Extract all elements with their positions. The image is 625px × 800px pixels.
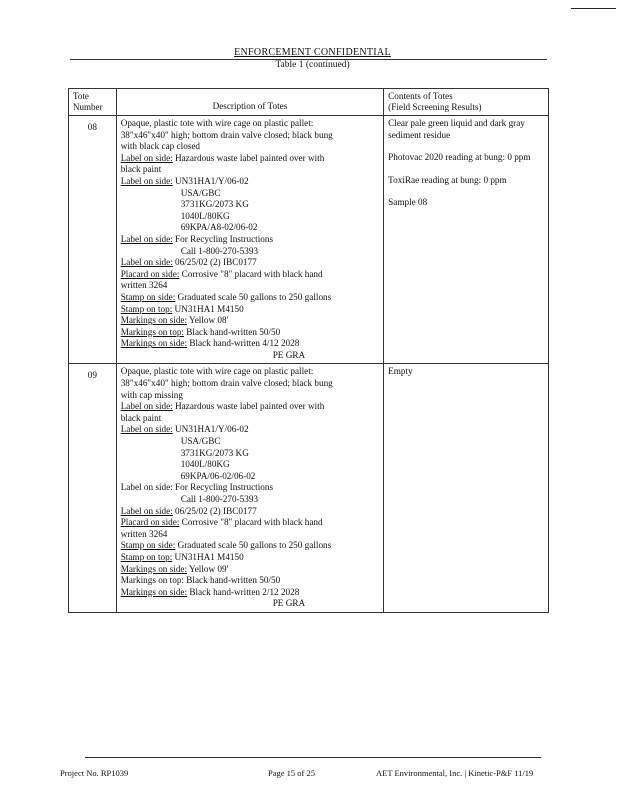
field-text: 69KPA/06-02/06-02 [180,470,256,481]
field-text: USA/GBC [180,187,221,198]
tote-contents [384,364,549,612]
description-line [121,350,379,362]
description-line [121,506,379,518]
header-rule [70,59,547,60]
field-text: 1040L/80KG [180,210,230,221]
field-label: Stamp on top: [120,303,173,314]
field-label: Markings on side: [120,315,188,326]
description-line [121,401,379,413]
field-text: 06/25/02 (2) IBC0177 [172,505,257,516]
field-text: black paint [120,164,162,175]
description-line [121,130,379,142]
field-text: Yellow 08' [187,315,229,326]
description-line [121,269,379,281]
description-line [121,315,379,327]
description-line [121,540,379,552]
field-text: 3731KG/2073 KG [180,447,249,458]
description-line [121,234,379,246]
field-label: Label on side: [120,175,173,186]
contents-entry: Photovac 2020 reading at bung: 0 ppm [388,152,531,163]
header-tote-number [69,89,117,116]
footer-page-number: Page 15 of 25 [268,768,315,778]
field-text: Call 1-800-270-5393 [180,245,259,256]
description-line [121,327,379,339]
field-text: Markings on top: Black hand-written 50/50 [120,575,281,586]
field-label: Stamp on top: [120,551,173,562]
description-line [121,494,379,506]
field-label: Placard on side: [120,517,180,528]
description-line [121,587,379,599]
field-label: Label on side: [120,233,173,244]
field-label: Label on side: [120,257,173,268]
description-line [121,257,379,269]
confidential-title: ENFORCEMENT CONFIDENTIAL [234,47,391,58]
description-line [121,246,379,258]
tote-description [116,116,383,364]
description-line [121,304,379,316]
table-row [69,116,549,364]
field-text: Opaque, plastic tote with wire cage on plastic pallet: [120,118,314,128]
description-line [121,529,379,541]
field-label: Label on side: [120,505,173,516]
field-text: Black hand-written 4/12 2028 [187,338,300,349]
contents-entry: ToxiRae reading at bung: 0 ppm [388,174,507,185]
table-caption: Table 1 (continued) [275,59,350,70]
field-label: Stamp on side: [120,540,176,551]
field-text: UN31HA1 M4150 [172,551,244,562]
field-text: written 3264 [120,528,168,539]
tote-contents [384,116,549,364]
field-text: Opaque, plastic tote with wire cage on plastic pallet: [120,366,314,377]
footer-company: AET Environmental, Inc. | Kinetic-P&F 11/19 [376,768,534,778]
description-line [121,188,379,200]
description-line [121,390,379,402]
footer-rule [85,757,541,758]
field-text: Label on side: For Recycling Instructions [120,482,274,493]
description-line [121,459,379,471]
corner-rule [571,8,616,9]
field-text: UN31HA1/Y/06-02 [172,175,249,186]
field-text: USA/GBC [180,436,221,447]
footer-project: Project No. RP1039 [60,768,129,778]
field-text: Corrosive "8" placard with black hand [179,517,323,528]
contents-entry: Clear pale green liquid and dark gray sediment residue [388,118,525,140]
header-line: Contents of Totes [388,91,453,101]
field-label: Label on side: [120,424,173,435]
field-text: written 3264 [120,280,168,291]
field-text: Black hand-written 50/50 [183,326,281,337]
description-line [121,448,379,460]
description-line [121,164,379,176]
field-text: PE GRA [272,598,306,609]
field-label: Label on side: [120,401,173,412]
description-line [121,482,379,494]
field-text: Graduated scale 50 gallons to 250 gallons [175,540,332,551]
field-label: Label on side: [120,152,173,163]
field-label: Markings on top: [120,326,184,337]
field-text: PE GRA [272,349,306,360]
description-line [121,598,379,610]
description-line [121,118,379,130]
field-text: black paint [120,412,162,423]
description-line [121,176,379,188]
table-row [69,364,549,612]
description-line [121,280,379,292]
tote-number: 08 [69,116,117,364]
field-text: with cap missing [120,389,183,400]
description-line [121,413,379,425]
header-line: Number [73,101,103,112]
totes-table [68,88,549,613]
field-text: 3731KG/2073 KG [180,199,249,210]
field-text: UN31HA1/Y/06-02 [172,424,249,435]
field-text: Yellow 09' [187,563,229,574]
header-description: Description of Totes [116,89,383,116]
description-line [121,199,379,211]
description-line [121,471,379,483]
field-text: 69KPA/A8-02/06-02 [180,222,258,233]
description-line [121,211,379,223]
spacer [388,164,544,175]
field-label: Markings on side: [120,338,188,349]
description-line [121,292,379,304]
tote-number: 09 [69,364,117,612]
field-text: Hazardous waste label painted over with [172,152,325,163]
field-text: Graduated scale 50 gallons to 250 gallons [175,291,332,302]
spacer [388,186,544,197]
description-line [121,141,379,153]
header-line: Tote [73,91,89,101]
contents-entry: Empty [388,366,413,377]
description-line [121,575,379,587]
field-label: Stamp on side: [120,291,176,302]
tote-description [116,364,383,612]
field-text: 1040L/80KG [180,459,230,470]
spacer [388,141,544,152]
field-text: UN31HA1 M4150 [172,303,244,314]
description-line [121,366,379,378]
field-text: 06/25/02 (2) IBC0177 [172,257,257,268]
description-line [121,424,379,436]
field-label: Markings on side: [120,586,188,597]
field-text: 38"x46"x40" high; bottom drain valve closed; black bung [120,378,333,389]
field-text: For Recycling Instructions [172,233,274,244]
field-text: Black hand-written 2/12 2028 [187,586,300,597]
description-line [121,338,379,350]
field-label: Markings on side: [120,563,188,574]
contents-entry: Sample 08 [388,197,428,208]
description-line [121,378,379,390]
table-header-row [69,89,549,116]
description-line [121,436,379,448]
field-text: Corrosive "8" placard with black hand [179,268,323,279]
field-text: Call 1-800-270-5393 [180,494,259,504]
description-line [121,153,379,165]
description-line [121,564,379,576]
description-line [121,517,379,529]
header-line: (Field Screening Results) [388,102,482,112]
description-line [121,552,379,564]
field-label: Placard on side: [120,268,180,279]
field-text: with black cap closed [120,141,201,152]
header-contents [384,89,549,116]
field-text: Hazardous waste label painted over with [172,401,325,412]
field-text: 38"x46"x40" high; bottom drain valve closed; black bung [120,129,333,140]
description-line [121,222,379,234]
